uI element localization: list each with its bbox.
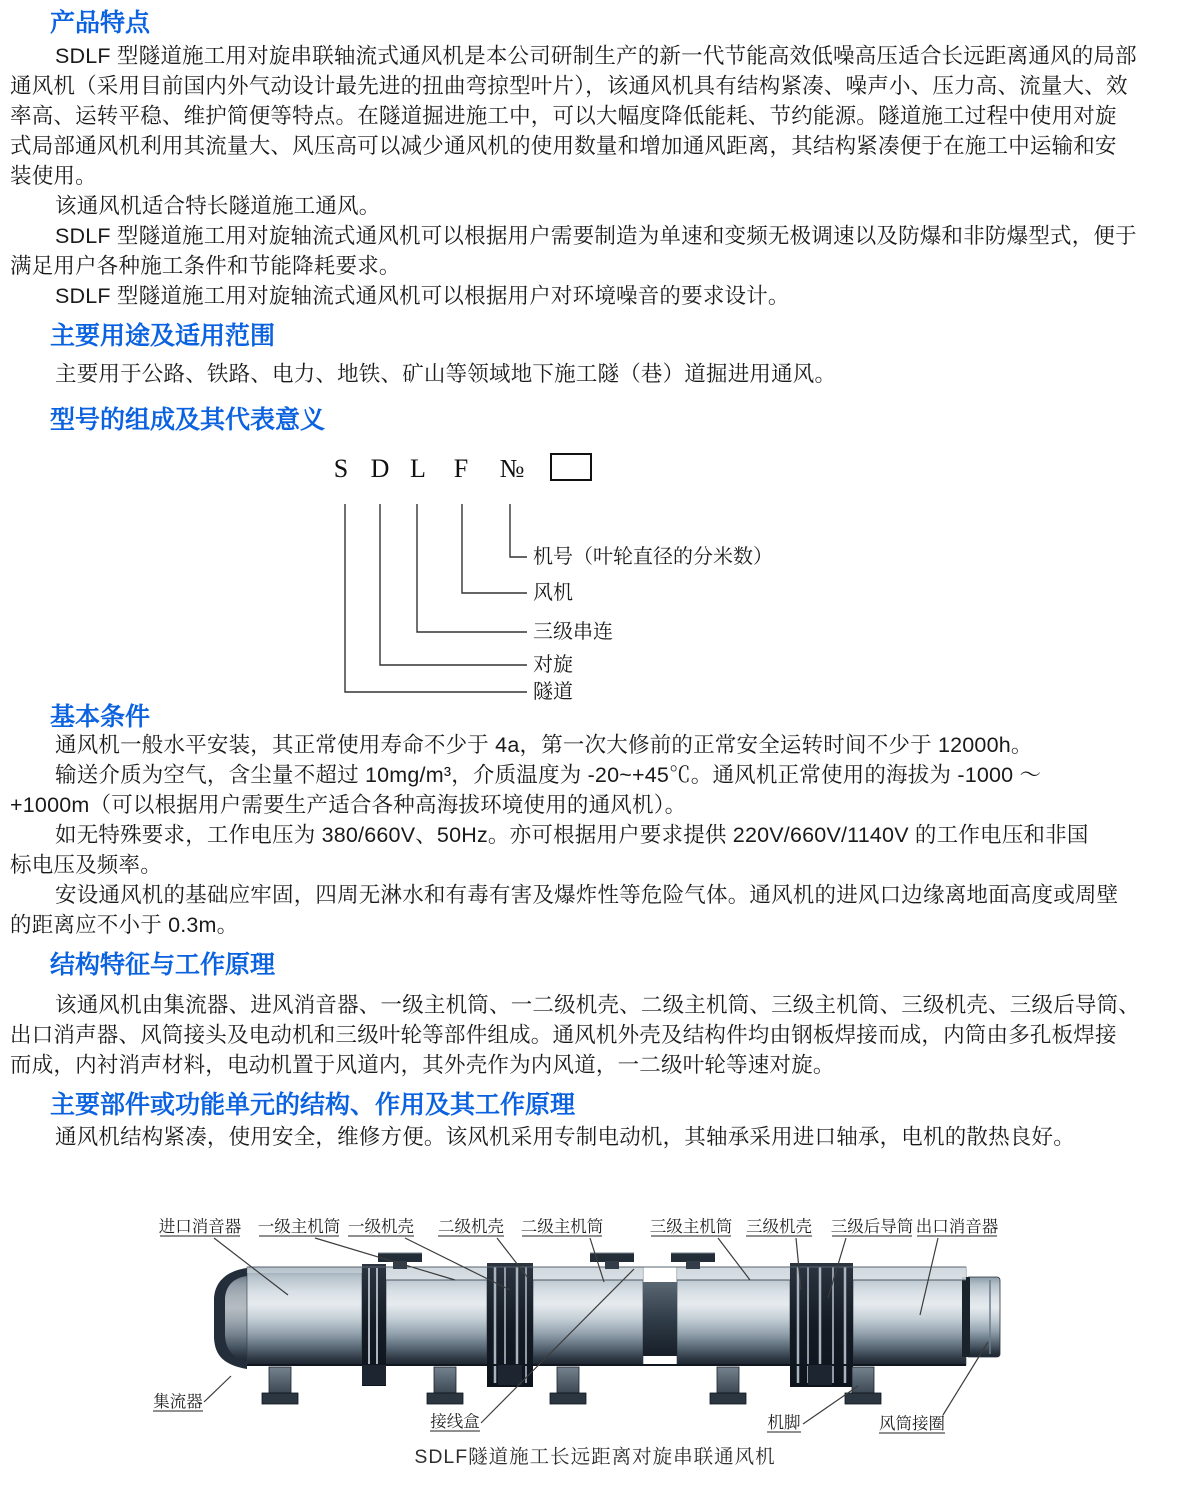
fan-bottom-label: 机脚 <box>767 1414 801 1432</box>
model-letter: № <box>499 454 525 483</box>
fan-top-label: 二级机壳 <box>438 1218 504 1236</box>
body-line: 而成，内衬消声材料，电动机置于风道内，其外壳作为内风道，一二级叶轮等速对旋。 <box>10 1053 835 1077</box>
body-line: 装使用。 <box>10 164 97 188</box>
heading-basic-conditions: 基本条件 <box>50 703 151 731</box>
model-label: 隧道 <box>533 681 573 703</box>
body-line: 通风机结构紧凑，使用安全，维修方便。该风机采用专制电动机，其轴承采用进口轴承，电机的散热良好。 <box>55 1125 1075 1149</box>
body-line: 该通风机由集流器、进风消音器、一级主机筒、一二级机壳、二级主机筒、三级主机筒、三级机壳、三级后导筒、 <box>55 993 1141 1017</box>
paragraph-block <box>10 990 1200 1080</box>
body-line: 满足用户各种施工条件和节能降耗要求。 <box>10 254 401 278</box>
model-label: 风机 <box>533 582 573 604</box>
model-label: 三级串连 <box>533 621 613 643</box>
heading-model-composition: 型号的组成及其代表意义 <box>50 406 326 434</box>
body-line: +1000m（可以根据用户需要生产适合各种高海拔环境使用的通风机）。 <box>10 793 687 817</box>
model-number-box <box>551 454 591 480</box>
paragraph-block <box>10 730 1200 940</box>
paragraph-block <box>10 359 1200 389</box>
model-letter: L <box>410 454 426 483</box>
body-line: 通风机一般水平安装，其正常使用寿命不少于 4a，第一次大修前的正常安全运转时间不少于 12000h。 <box>55 733 1033 757</box>
model-letter: D <box>370 454 390 483</box>
fan-top-strip <box>247 1267 362 1273</box>
heading-structure-principle: 结构特征与工作原理 <box>50 951 276 979</box>
fan-section-inlet-silencer <box>247 1267 362 1365</box>
fan-top-label: 一级主机筒 <box>257 1218 341 1236</box>
body-line: 主要用于公路、铁路、电力、地铁、矿山等领域地下施工隧（巷）道掘进用通风。 <box>55 362 837 386</box>
heading-main-parts: 主要部件或功能单元的结构、作用及其工作原理 <box>50 1091 576 1119</box>
body-line: 该通风机适合特长隧道施工通风。 <box>55 194 381 218</box>
fan-bottom-label: 集流器 <box>153 1393 203 1411</box>
model-code-diagram <box>0 440 1200 710</box>
fan-top-label: 出口消音器 <box>915 1218 999 1236</box>
fan-leader-line <box>803 1386 858 1424</box>
paragraph-block <box>10 1122 1200 1152</box>
heading-main-uses: 主要用途及适用范围 <box>50 322 276 350</box>
fan-top-strip <box>853 1267 966 1280</box>
body-line: 输送介质为空气，含尘量不超过 10mg/m³，介质温度为 -20~+45℃。通风机正常使用的海拔为 -1000 ～ <box>55 763 1042 787</box>
fan-duct-ring <box>966 1277 1000 1357</box>
fan-top-label: 三级主机筒 <box>649 1218 733 1236</box>
fan-bottom-label: 接线盒 <box>430 1413 480 1431</box>
body-line: 的距离应不小于 0.3m。 <box>10 913 239 937</box>
fan-top-label: 一级机壳 <box>348 1218 414 1236</box>
fan-diagram <box>0 1190 1200 1510</box>
body-line: 式局部通风机利用其流量大、风压高可以减少通风机的使用数量和增加通风距离，其结构紧凑便于在施工中运输和安 <box>10 134 1117 158</box>
fan-coupling-neck <box>643 1282 677 1356</box>
fan-top-label: 三级机壳 <box>746 1218 812 1236</box>
heading-product-features: 产品特点 <box>50 9 151 37</box>
fan-bottom-tab <box>808 1365 832 1385</box>
model-label: 机号（叶轮直径的分米数） <box>533 546 773 568</box>
body-line: SDLF 型隧道施工用对旋串联轴流式通风机是本公司研制生产的新一代节能高效低噪高压适合长远距离通风的局部 <box>55 44 1137 68</box>
fan-leader-line <box>204 1376 231 1402</box>
fan-foot <box>427 1367 463 1404</box>
fan-section-outlet-silencer <box>853 1267 966 1365</box>
fan-top-label: 二级主机筒 <box>520 1218 604 1236</box>
fan-bottom-tab <box>362 1365 386 1385</box>
body-line: 安设通风机的基础应牢固，四周无淋水和有毒有害及爆炸性等危险气体。通风机的进风口边缘离地面高度或周壁 <box>55 883 1119 907</box>
fan-section-stage1 <box>386 1267 487 1365</box>
fan-foot <box>262 1367 298 1404</box>
fan-section-stage3 <box>677 1267 790 1365</box>
model-leader-line <box>462 504 527 593</box>
body-line: 通风机（采用目前国内外气动设计最先进的扭曲弯掠型叶片），该通风机具有结构紧凑、噪声小、压力高、流量大、效 <box>10 74 1128 98</box>
body-line: SDLF 型隧道施工用对旋轴流式通风机可以根据用户需要制造为单速和变频无极调速以及防爆和非防爆型式，便于 <box>55 224 1137 248</box>
fan-top-strip <box>533 1267 643 1280</box>
body-line: SDLF 型隧道施工用对旋轴流式通风机可以根据用户对环境噪音的要求设计。 <box>55 284 790 308</box>
fan-duct-ring-joint <box>962 1277 970 1357</box>
model-leader-line <box>510 504 527 557</box>
model-letter: F <box>453 454 469 483</box>
fan-diagram-caption: SDLF隧道施工长远距离对旋串联通风机 <box>414 1446 776 1468</box>
model-leader-line <box>345 504 527 692</box>
body-line: 标电压及频率。 <box>10 853 162 877</box>
body-line: 出口消声器、风筒接头及电动机和三级叶轮等部件组成。通风机外壳及结构件均由钢板焊接而成，内筒由多孔板焊接 <box>10 1023 1117 1047</box>
body-line: 率高、运转平稳、维护简便等特点。在隧道掘进施工中，可以大幅度降低能耗、节约能源。隧道施工过程中使用对旋 <box>10 104 1117 128</box>
model-label: 对旋 <box>533 654 573 676</box>
model-leader-line <box>380 504 527 665</box>
fan-bottom-tab <box>498 1365 522 1385</box>
fan-foot <box>710 1367 746 1404</box>
body-line: 如无特殊要求，工作电压为 380/660V、50Hz。亦可根据用户要求提供 220V/660V/1140V 的工作电压和非国 <box>55 823 1089 847</box>
model-letter: S <box>333 454 349 483</box>
paragraph-block <box>10 41 1200 311</box>
fan-bottom-label: 风筒接圈 <box>879 1415 945 1433</box>
fan-bell-mouth-highlight <box>225 1276 247 1361</box>
fan-foot <box>550 1367 586 1404</box>
fan-top-label: 进口消音器 <box>158 1218 242 1236</box>
fan-top-label: 三级后导筒 <box>830 1218 914 1236</box>
